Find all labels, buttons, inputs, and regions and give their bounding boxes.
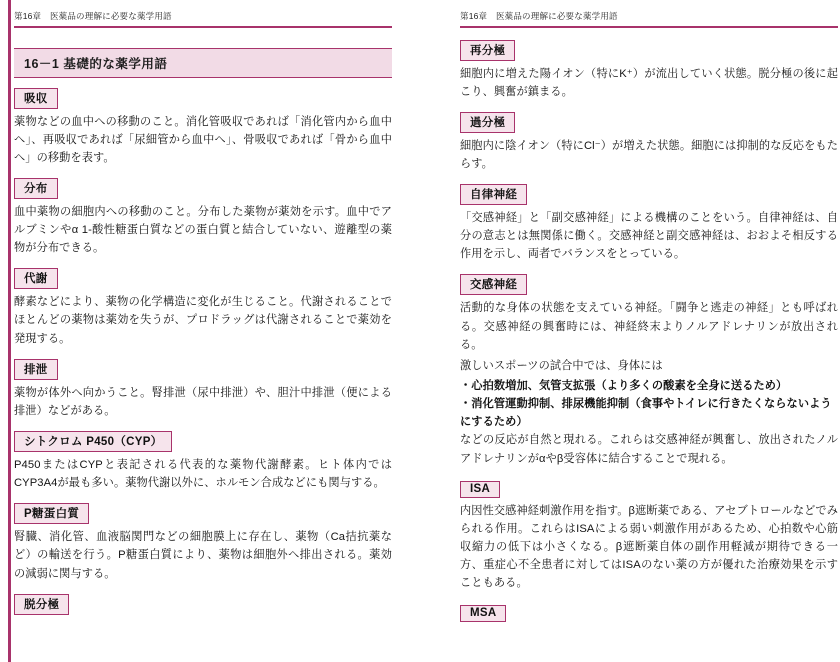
- term-label: 過分極: [460, 112, 515, 133]
- term-definition: 酵素などにより、薬物の化学構造に変化が生じること。代謝されることでほとんどの薬物は薬効を失うが、プロドラッグは代謝されることで薬効を発現する。: [14, 296, 392, 345]
- term-label: 吸収: [14, 88, 58, 109]
- term-definition: 細胞内に増えた陽イオン（特にK⁺）が流出していく状態。脱分極の後に起こり、興奮が鎮まる。: [460, 67, 838, 98]
- right-column: [460, 0, 838, 662]
- glossary-entry: [460, 184, 838, 263]
- glossary-entry: [460, 40, 838, 101]
- term-label: 代謝: [14, 268, 58, 289]
- right-column-body: [460, 28, 838, 627]
- glossary-entry: [460, 274, 838, 467]
- term-definition: 細胞内に陰イオン（特にCl⁻）が増えた状態。細胞には抑制的な反応をもたらす。: [460, 139, 838, 170]
- glossary-entry: [14, 503, 392, 582]
- term-definition: P450またはCYPと表記される代表的な薬物代謝酵素。ヒト体内ではCYP3A4が最も多い。薬物代謝以外に、ホルモン合成などにも関与する。: [14, 459, 392, 490]
- glossary-entry: [460, 603, 838, 626]
- running-head-right: 第16章 医薬品の理解に必要な薬学用語: [460, 11, 618, 21]
- term-definition: 薬物などの血中への移動のこと。消化管吸収であれば「消化管内から血中へ」、再吸収であれば「尿細管から血中へ」、骨吸収であれば「骨から血中へ」の移動を表す。: [14, 115, 392, 164]
- term-label: シトクロム P450（CYP）: [14, 431, 172, 452]
- term-definition: 「交感神経」と「副交感神経」による機構のことをいう。自律神経は、自分の意志とは無関係に働く。交感神経と副交感神経は、おおよそ相反する作用を示し、両者でバランスをとっている。: [460, 212, 838, 261]
- left-edge-rule: [8, 0, 11, 662]
- term-definition: 活動的な身体の状態を支えている神経。「闘争と逃走の神経」とも呼ばれる。交感神経の興奮時には、神経終末よりノルアドレナリンが放出される。: [460, 302, 838, 351]
- left-column-body: [14, 28, 392, 619]
- running-head-left: 第16章 医薬品の理解に必要な薬学用語: [14, 11, 172, 21]
- term-label: ISA: [460, 481, 500, 498]
- term-label: 排泄: [14, 359, 58, 380]
- term-label: MSA: [460, 605, 506, 622]
- term-definition: などの反応が自然と現れる。これらは交感神経が興奮し、放出されたノルアドレナリンがαやβ受容体に結合することで現れる。: [460, 434, 838, 465]
- term-definition: 薬物が体外へ向かうこと。腎排泄（尿中排泄）や、胆汁中排泄（便による排泄）などがある。: [14, 386, 392, 417]
- glossary-entry: [14, 88, 392, 167]
- term-definition: 腎臓、消化管、血液脳関門などの細胞膜上に存在し、薬物（Ca拮抗薬など）の輸送を行う。P糖蛋白質により、薬物は細胞外へ排出される。薬効の減弱に関与する。: [14, 531, 392, 580]
- glossary-entry: [14, 431, 392, 492]
- term-bullet: ・心拍数増加、気管支拡張（より多くの酸素を全身に送るため）: [460, 380, 788, 393]
- term-definition: 血中薬物の細胞内への移動のこと。分布した薬物が薬効を示す。血中でアルブミンやα 1-酸性糖蛋白質などの蛋白質と結合していない、遊離型の薬物が分布できる。: [14, 205, 392, 255]
- term-label: 自律神経: [460, 184, 527, 205]
- term-label: 分布: [14, 178, 58, 199]
- term-label: P糖蛋白質: [14, 503, 89, 524]
- term-definition: 激しいスポーツの試合中では、身体には: [460, 359, 663, 372]
- term-label: 交感神経: [460, 274, 527, 295]
- term-label: 再分極: [460, 40, 515, 61]
- glossary-entry: [14, 268, 392, 347]
- glossary-entry: [14, 178, 392, 257]
- glossary-entry: [14, 594, 392, 619]
- glossary-entry: [460, 112, 838, 173]
- term-definition: 内因性交感神経刺激作用を指す。β遮断薬である、アセブトロールなどでみられる作用。これらはISAによる弱い刺激作用があるため、心拍数や心筋収縮力の低下は小さくなる。β遮断薬自体の副作用軽減が期待できる一方、重症心不全患者に対してはISAのない薬の方が優れた治療効果を示すこともある。: [460, 504, 838, 590]
- term-bullet: ・消化管運動抑制、排尿機能抑制（食事やトイレに行きたくならないようにするため）: [460, 398, 832, 429]
- glossary-entry: [14, 359, 392, 420]
- left-column: [14, 0, 392, 662]
- glossary-entry: [460, 479, 838, 593]
- section-heading: 16－1 基礎的な薬学用語: [14, 48, 392, 78]
- term-label: 脱分極: [14, 594, 69, 615]
